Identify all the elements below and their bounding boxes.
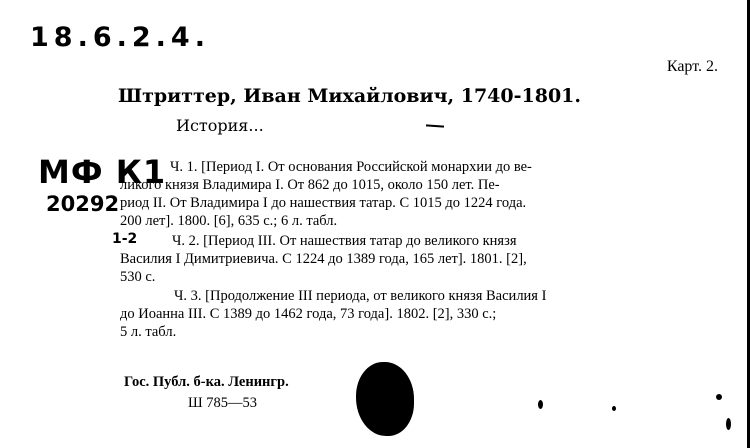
work-title: История...: [176, 116, 264, 135]
handwritten-shelf-mark: МФ К1: [38, 153, 167, 191]
entry-line: 5 л. табл.: [120, 324, 177, 340]
handwritten-shelf-number: 20292: [46, 192, 120, 216]
volume-entry-3: [120, 287, 722, 341]
entry-line: 530 с.: [120, 269, 156, 285]
volume-entry-2: [120, 232, 722, 286]
ink-speck: [538, 400, 543, 409]
author-heading: Штриттер, Иван Михайлович, 1740-1801.: [118, 85, 581, 107]
ink-speck: [726, 418, 731, 430]
entry-line: до Иоанна III. С 1389 до 1462 года, 73 года]. 1802. [2], 330 с.;: [120, 306, 497, 322]
library-code: Ш 785—53: [188, 395, 258, 411]
entry-line: Ч. 3. [Продолжение III периода, от великого князя Василия I: [174, 288, 547, 304]
entry-line: риод II. От Владимира I до нашествия татар. С 1015 до 1224 года.: [120, 195, 527, 211]
ink-speck: [716, 394, 722, 400]
ink-speck: [612, 406, 616, 411]
handwritten-volume-mark: 1-2: [112, 231, 138, 247]
entry-line: 200 лет]. 1800. [6], 635 с.; 6 л. табл.: [120, 213, 338, 229]
card-number: Карт. 2.: [666, 58, 718, 75]
entry-line: Ч. 2. [Период III. От нашествия татар до великого князя: [172, 233, 517, 249]
volume-entry-1: [120, 158, 722, 230]
pencil-dash: [426, 124, 444, 127]
entry-line: Ч. 1. [Период I. От основания Российской монархии до ве-: [170, 159, 532, 175]
handwritten-call-number: 18.6.2.4.: [30, 22, 210, 53]
entry-line: ликого князя Владимира I. От 862 до 1015, около 150 лет. Пе-: [120, 177, 500, 193]
library-stamp: Гос. Публ. б-ка. Ленингр.: [124, 374, 289, 390]
ink-blot: [356, 362, 414, 436]
entry-line: Василия I Димитриевича. С 1224 до 1389 года, 165 лет]. 1801. [2],: [120, 251, 527, 267]
